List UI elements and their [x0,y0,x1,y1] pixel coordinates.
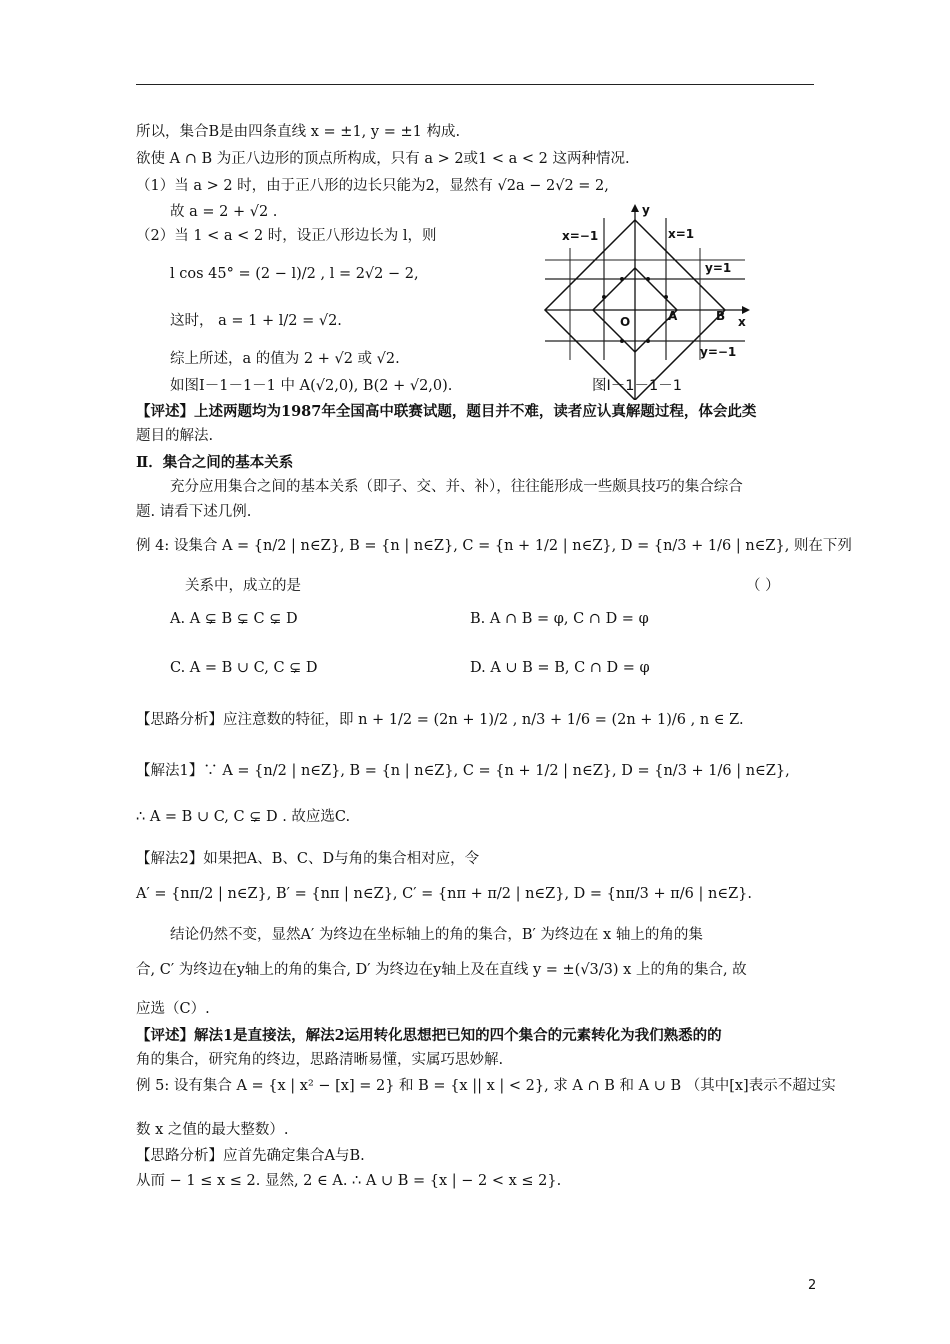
text-line: 关系中，成立的是 [185,578,301,594]
text-line: 角的集合，研究角的终边，思路清晰易懂，实属巧思妙解. [136,1052,504,1068]
label-x-minus-1: x=−1 [562,229,599,243]
label-y-axis: y [642,203,650,217]
text-line: 所以，集合B是由四条直线 x = ±1, y = ±1 构成. [136,124,461,140]
text-line: 故 a = 2 + √2 . [170,204,278,220]
text-line: 合, C′ 为终边在y轴上的角的集合, D′ 为终边在y轴上及在直线 y = ±(√3/3) x 上的角的集合, 故 [136,962,747,978]
text-line: 题目的解法. [136,428,214,444]
text-line: 从而 − 1 ≤ x ≤ 2. 显然, 2 ∈ A. ∴ A ∪ B = {x | − 2 < x ≤ 2}. [136,1173,562,1189]
label-point-a: A [668,309,678,323]
text-line: 数 x 之值的最大整数）. [136,1122,289,1138]
text-line: 题. 请看下述几例. [136,504,252,520]
coordinate-figure [540,200,755,400]
option-c: C. A = B ∪ C, C ⊊ D [170,660,318,676]
example-5-line: 例 5: 设有集合 A = {x | x² − [x] = 2} 和 B = {x || x | < 2}, 求 A ∩ B 和 A ∪ B （其中[x]表示不超过实 [136,1078,836,1094]
section-heading: Ⅱ．集合之间的基本关系 [136,454,294,471]
label-y-minus-1: y=−1 [700,345,737,359]
text-line: 应选（C）. [136,1001,210,1017]
example-4-line: 例 4: 设集合 A = {n/2 | n∈Z}, B = {n | n∈Z}, C = {n + 1/2 | n∈Z}, D = {n/3 + 1/6 | n∈Z}, 则在下列 [136,538,852,554]
text-line: 结论仍然不变，显然A′ 为终边在坐标轴上的角的集合，B′ 为终边在 x 轴上的角的集 [170,927,703,943]
text-line: 如图Ⅰ－1－1－1 中 A(√2,0), B(2 + √2,0). [170,378,453,394]
option-d: D. A ∪ B = B, C ∩ D = φ [470,660,650,676]
solution-2-line: 【解法2】如果把A、B、C、D与角的集合相对应，令 [136,851,480,867]
label-x-1: x=1 [668,227,695,241]
comment-line: 【评述】解法1是直接法，解法2运用转化思想把已知的四个集合的元素转化为我们熟悉的的 [136,1027,722,1044]
text-line: （2）当 1 < a < 2 时，设正八形边长为 l，则 [136,228,437,244]
x-axis-arrow [742,306,750,314]
label-origin: O [620,315,631,329]
label-x-axis: x [738,315,746,329]
option-a: A. A ⊊ B ⊊ C ⊊ D [170,611,298,627]
y-axis-arrow [631,204,639,212]
text-line: ∴ A = B ∪ C, C ⊊ D . 故应选C. [136,809,351,825]
text-line: （1）当 a > 2 时，由于正八形的边长只能为2，显然有 √2a − 2√2 = 2, [136,178,609,194]
figure-caption: 图Ⅰ－1－1－1 [592,378,682,394]
text-line: 欲使 A ∩ B 为正八边形的顶点所构成，只有 a > 2或1 < a < 2 这两种情况. [136,151,630,167]
text-line: 综上所述，a 的值为 2 + √2 或 √2. [170,351,400,367]
analysis-line: 【思路分析】应首先确定集合A与B. [136,1148,365,1164]
text-line: 充分应用集合之间的基本关系（即子、交、并、补），往往能形成一些颇具技巧的集合综合 [170,479,743,495]
comment-line: 【评述】上述两题均为1987年全国高中联赛试题，题目并不难，读者应认真解题过程，体会此类 [136,403,757,420]
label-point-b: B [716,309,726,323]
solution-1-line: 【解法1】∵ A = {n/2 | n∈Z}, B = {n | n∈Z}, C = {n + 1/2 | n∈Z}, D = {n/3 + 1/6 | n∈Z}, [136,763,790,779]
formula-line: A′ = {nπ/2 | n∈Z}, B′ = {nπ | n∈Z}, C′ = {nπ + π/2 | n∈Z}, D = {nπ/3 + π/6 | n∈Z}. [136,886,752,902]
label-y-1: y=1 [705,261,732,275]
analysis-line: 【思路分析】应注意数的特征，即 n + 1/2 = (2n + 1)/2 , n/3 + 1/6 = (2n + 1)/6 , n ∈ Z. [136,712,744,728]
text-line: 这时， a = 1 + l/2 = √2. [170,313,342,329]
header-rule [136,84,814,85]
page-number: 2 [808,1278,817,1293]
answer-blank: （ ） [746,578,780,594]
option-b: B. A ∩ B = φ, C ∩ D = φ [470,611,649,627]
formula-line: l cos 45° = (2 − l)/2 , l = 2√2 − 2, [170,266,419,282]
